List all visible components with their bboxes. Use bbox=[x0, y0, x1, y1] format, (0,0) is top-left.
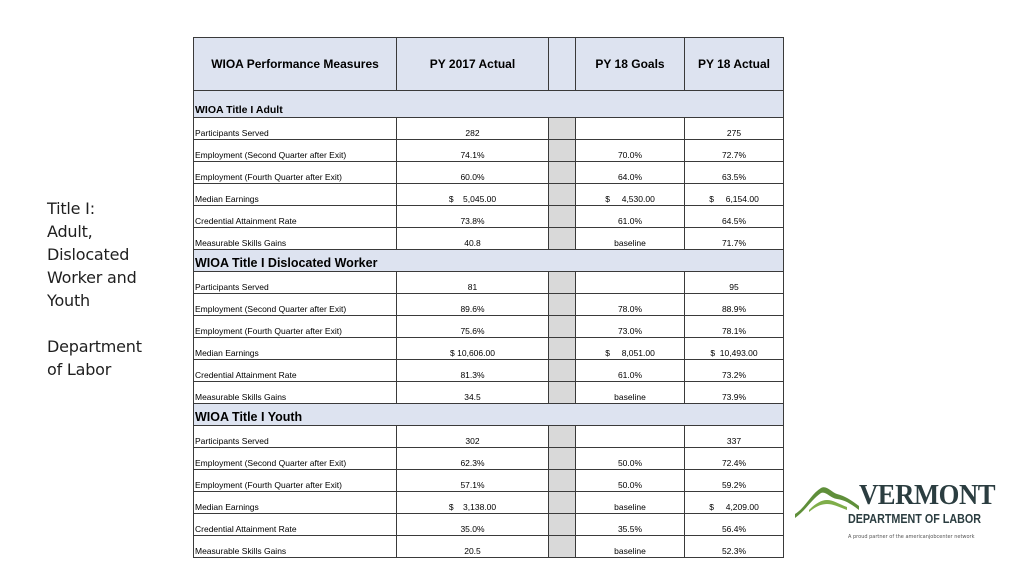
py2017-actual-cell: 73.8% bbox=[397, 206, 549, 228]
py2017-actual-cell: 60.0% bbox=[397, 162, 549, 184]
py2017-actual-cell: 302 bbox=[397, 426, 549, 448]
table-row bbox=[194, 514, 784, 536]
header-py18-actual: PY 18 Actual bbox=[685, 38, 784, 91]
py2017-actual-cell: 282 bbox=[397, 118, 549, 140]
gap-cell bbox=[549, 140, 576, 162]
measure-label: Employment (Second Quarter after Exit) bbox=[194, 294, 397, 316]
measure-label: Median Earnings bbox=[194, 184, 397, 206]
py18-goal-cell: 78.0% bbox=[576, 294, 685, 316]
py2017-actual-cell: 57.1% bbox=[397, 470, 549, 492]
py18-goal-cell: 50.0% bbox=[576, 448, 685, 470]
gap-cell bbox=[549, 162, 576, 184]
side-title bbox=[47, 197, 187, 381]
measure-label: Employment (Fourth Quarter after Exit) bbox=[194, 470, 397, 492]
py18-actual-cell: 337 bbox=[685, 426, 784, 448]
gap-cell bbox=[549, 272, 576, 294]
table-row bbox=[194, 426, 784, 448]
gap-cell bbox=[549, 228, 576, 250]
gap-cell bbox=[549, 426, 576, 448]
table-row bbox=[194, 206, 784, 228]
side-title-line: Title I: bbox=[47, 199, 95, 218]
gap-cell bbox=[549, 492, 576, 514]
gap-cell bbox=[549, 118, 576, 140]
py18-goal-cell bbox=[576, 272, 685, 294]
side-title-line: Worker and bbox=[47, 268, 137, 287]
header-py18-goals: PY 18 Goals bbox=[576, 38, 685, 91]
table-row bbox=[194, 536, 784, 558]
table-row bbox=[194, 228, 784, 250]
py18-actual-cell: $ 6,154.00 bbox=[685, 184, 784, 206]
py2017-actual-cell: 74.1% bbox=[397, 140, 549, 162]
py18-actual-cell: $ 10,493.00 bbox=[685, 338, 784, 360]
py18-actual-cell: 95 bbox=[685, 272, 784, 294]
side-title-dept-line: of Labor bbox=[47, 360, 112, 379]
header-gap bbox=[549, 38, 576, 91]
logo-department: DEPARTMENT OF LABOR bbox=[848, 512, 981, 526]
measure-label: Participants Served bbox=[194, 118, 397, 140]
py18-actual-cell: 56.4% bbox=[685, 514, 784, 536]
section-title: WIOA Title I Youth bbox=[194, 404, 784, 426]
py2017-actual-cell: 35.0% bbox=[397, 514, 549, 536]
table-row bbox=[194, 272, 784, 294]
table-row bbox=[194, 448, 784, 470]
py18-goal-cell bbox=[576, 118, 685, 140]
py18-actual-cell: 275 bbox=[685, 118, 784, 140]
py2017-actual-cell: 89.6% bbox=[397, 294, 549, 316]
gap-cell bbox=[549, 514, 576, 536]
table-row bbox=[194, 140, 784, 162]
py18-goal-cell: 50.0% bbox=[576, 470, 685, 492]
measure-label: Employment (Second Quarter after Exit) bbox=[194, 448, 397, 470]
py18-goal-cell: baseline bbox=[576, 382, 685, 404]
py18-actual-cell: 73.2% bbox=[685, 360, 784, 382]
logo-wordmark: VERMONT bbox=[859, 479, 996, 511]
measure-label: Median Earnings bbox=[194, 338, 397, 360]
section-title: WIOA Title I Adult bbox=[194, 91, 784, 118]
py18-actual-cell: 88.9% bbox=[685, 294, 784, 316]
py18-actual-cell: 64.5% bbox=[685, 206, 784, 228]
gap-cell bbox=[549, 536, 576, 558]
measure-label: Credential Attainment Rate bbox=[194, 206, 397, 228]
py18-actual-cell: 78.1% bbox=[685, 316, 784, 338]
measure-label: Credential Attainment Rate bbox=[194, 514, 397, 536]
py18-goal-cell: 64.0% bbox=[576, 162, 685, 184]
py18-goal-cell bbox=[576, 426, 685, 448]
measure-label: Credential Attainment Rate bbox=[194, 360, 397, 382]
side-title-line: Dislocated bbox=[47, 245, 130, 264]
py18-goal-cell: 61.0% bbox=[576, 206, 685, 228]
py18-goal-cell: baseline bbox=[576, 228, 685, 250]
gap-cell bbox=[549, 184, 576, 206]
gap-cell bbox=[549, 338, 576, 360]
measure-label: Employment (Second Quarter after Exit) bbox=[194, 140, 397, 162]
py18-goal-cell: 70.0% bbox=[576, 140, 685, 162]
py18-actual-cell: 72.4% bbox=[685, 448, 784, 470]
py18-goal-cell: baseline bbox=[576, 536, 685, 558]
measure-label: Measurable Skills Gains bbox=[194, 228, 397, 250]
table-row bbox=[194, 118, 784, 140]
py18-actual-cell: 52.3% bbox=[685, 536, 784, 558]
logo-partner-text: A proud partner of the americanjobcenter network bbox=[848, 534, 975, 540]
section-row bbox=[194, 250, 784, 272]
table-row bbox=[194, 184, 784, 206]
py18-goal-cell: 61.0% bbox=[576, 360, 685, 382]
py18-goal-cell: $ 4,530.00 bbox=[576, 184, 685, 206]
py2017-actual-cell: 20.5 bbox=[397, 536, 549, 558]
gap-cell bbox=[549, 206, 576, 228]
gap-cell bbox=[549, 382, 576, 404]
table-header-row bbox=[194, 38, 784, 91]
table-row bbox=[194, 360, 784, 382]
gap-cell bbox=[549, 448, 576, 470]
py18-goal-cell: baseline bbox=[576, 492, 685, 514]
section-title: WIOA Title I Dislocated Worker bbox=[194, 250, 784, 272]
table-row bbox=[194, 382, 784, 404]
py2017-actual-cell: 40.8 bbox=[397, 228, 549, 250]
py18-goal-cell: 35.5% bbox=[576, 514, 685, 536]
vermont-dol-logo bbox=[795, 477, 996, 547]
py2017-actual-cell: 34.5 bbox=[397, 382, 549, 404]
table-row bbox=[194, 338, 784, 360]
py18-actual-cell: 63.5% bbox=[685, 162, 784, 184]
py2017-actual-cell: $ 5,045.00 bbox=[397, 184, 549, 206]
py2017-actual-cell: $ 10,606.00 bbox=[397, 338, 549, 360]
py2017-actual-cell: $ 3,138.00 bbox=[397, 492, 549, 514]
py18-actual-cell: 72.7% bbox=[685, 140, 784, 162]
gap-cell bbox=[549, 470, 576, 492]
section-row bbox=[194, 91, 784, 118]
py18-goal-cell: $ 8,051.00 bbox=[576, 338, 685, 360]
gap-cell bbox=[549, 316, 576, 338]
py2017-actual-cell: 62.3% bbox=[397, 448, 549, 470]
py18-actual-cell: 73.9% bbox=[685, 382, 784, 404]
table-row bbox=[194, 492, 784, 514]
table-row bbox=[194, 470, 784, 492]
header-py2017-actual: PY 2017 Actual bbox=[397, 38, 549, 91]
gap-cell bbox=[549, 360, 576, 382]
performance-table bbox=[193, 37, 784, 558]
py18-actual-cell: 59.2% bbox=[685, 470, 784, 492]
measure-label: Measurable Skills Gains bbox=[194, 536, 397, 558]
py18-goal-cell: 73.0% bbox=[576, 316, 685, 338]
side-title-line: Adult, bbox=[47, 222, 93, 241]
measure-label: Employment (Fourth Quarter after Exit) bbox=[194, 316, 397, 338]
table-row bbox=[194, 316, 784, 338]
measure-label: Participants Served bbox=[194, 426, 397, 448]
side-title-dept-line: Department bbox=[47, 337, 142, 356]
table-row bbox=[194, 162, 784, 184]
measure-label: Participants Served bbox=[194, 272, 397, 294]
py18-actual-cell: $ 4,209.00 bbox=[685, 492, 784, 514]
py2017-actual-cell: 75.6% bbox=[397, 316, 549, 338]
side-title-line: Youth bbox=[47, 291, 90, 310]
py2017-actual-cell: 81.3% bbox=[397, 360, 549, 382]
table-row bbox=[194, 294, 784, 316]
py18-actual-cell: 71.7% bbox=[685, 228, 784, 250]
measure-label: Median Earnings bbox=[194, 492, 397, 514]
measure-label: Employment (Fourth Quarter after Exit) bbox=[194, 162, 397, 184]
header-measures: WIOA Performance Measures bbox=[194, 38, 397, 91]
gap-cell bbox=[549, 294, 576, 316]
measure-label: Measurable Skills Gains bbox=[194, 382, 397, 404]
py2017-actual-cell: 81 bbox=[397, 272, 549, 294]
section-row bbox=[194, 404, 784, 426]
